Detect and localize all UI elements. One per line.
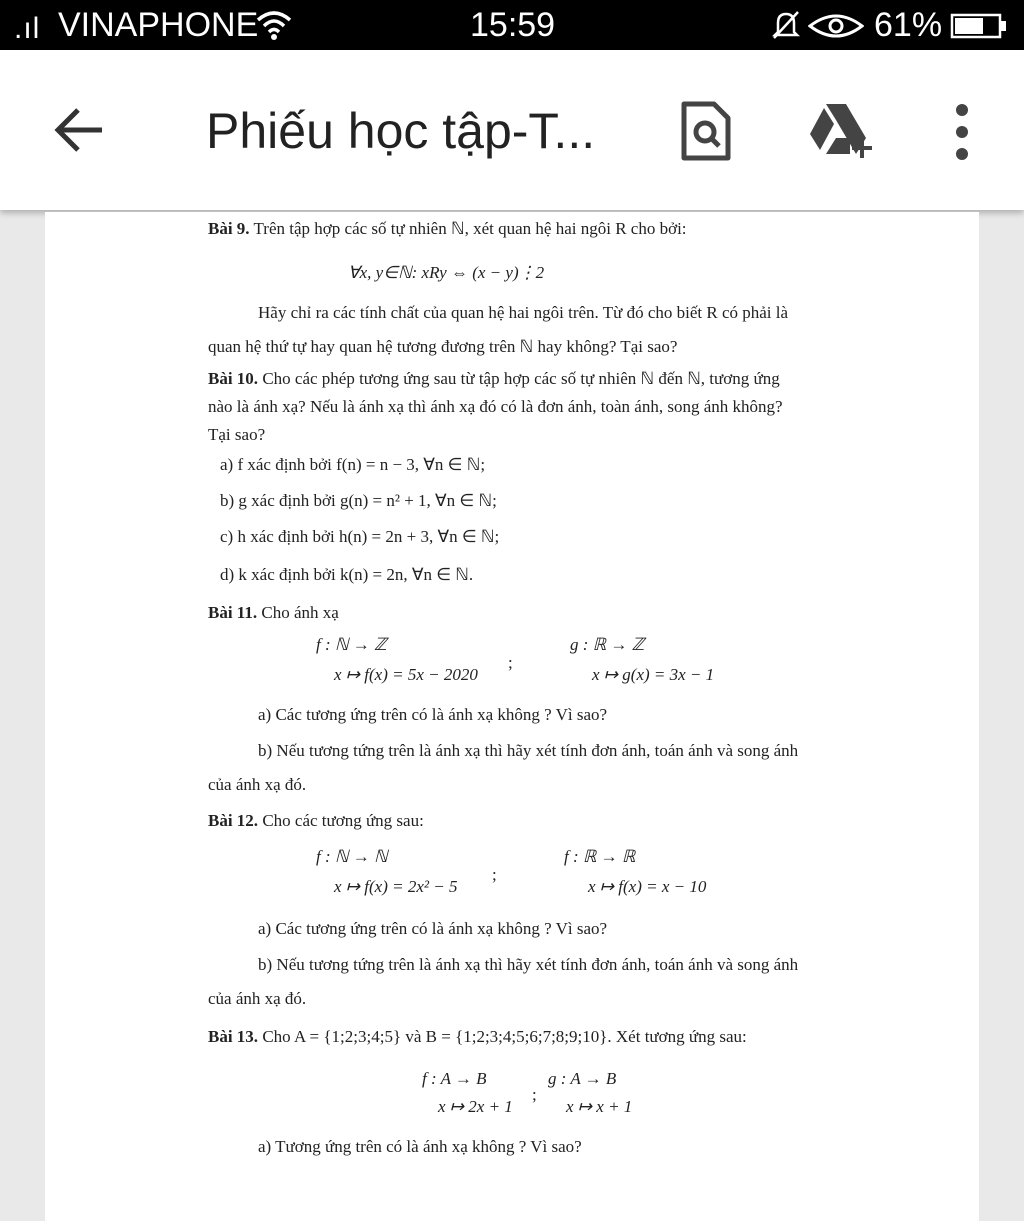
bai10-item-c: c) h xác định bởi h(n) = 2n + 3, ∀n ∈ ℕ; xyxy=(220,527,500,546)
bai10-text-1: Cho các phép tương ứng sau từ tập hợp các số tự nhiên ℕ đến ℕ, tương ứng xyxy=(262,369,780,388)
add-to-drive-icon[interactable] xyxy=(806,102,876,160)
bai9-question-2: quan hệ thứ tự hay quan hệ tương đương trên ℕ hay không? Tại sao? xyxy=(208,337,678,356)
bai11-question-b-2: của ánh xạ đó. xyxy=(208,775,307,794)
bai11-label: Bài 11. xyxy=(208,603,258,622)
bai13-g-domain: g : A → B xyxy=(548,1069,617,1088)
bai13-question-a: a) Tương ứng trên có là ánh xạ không ? Vì sao? xyxy=(258,1137,582,1156)
bai13-f-domain: f : A → B xyxy=(422,1069,487,1088)
clock: 15:59 xyxy=(470,6,556,44)
bai11-intro: Cho ánh xạ xyxy=(261,603,339,622)
bai9-question-1: Hãy chỉ ra các tính chất của quan hệ hai ngôi trên. Từ đó cho biết R có phải là xyxy=(258,303,789,322)
bai12-separator: ; xyxy=(492,865,497,884)
app-bar xyxy=(0,50,1024,210)
bai13-g-rule: x ↦ x + 1 xyxy=(566,1097,633,1116)
carrier-name: VINAPHONE xyxy=(58,6,259,44)
bai11-question-b-1: b) Nếu tương tứng trên là ánh xạ thì hãy xét tính đơn ánh, toán ánh và song ánh xyxy=(258,741,799,760)
more-options-icon[interactable] xyxy=(948,102,976,162)
bai11-g-rule: x ↦ g(x) = 3x − 1 xyxy=(592,665,715,684)
signal-icon: .ıl xyxy=(14,12,41,45)
bai12-g-rule: x ↦ f(x) = x − 10 xyxy=(588,877,707,896)
battery-percent: 61% xyxy=(874,6,943,44)
wifi-icon xyxy=(256,8,292,42)
bai12-f-domain: f : ℕ → ℕ xyxy=(316,847,388,866)
document-title: Phiếu học tập-T... xyxy=(206,103,596,159)
bai11-g-domain: g : ℝ → ℤ xyxy=(570,635,645,654)
bai12-intro: Cho các tương ứng sau: xyxy=(262,811,424,830)
bai11-separator: ; xyxy=(508,653,513,672)
bai12-question-a: a) Các tương ứng trên có là ánh xạ không ? Vì sao? xyxy=(258,919,608,938)
eye-icon xyxy=(808,12,864,40)
battery-icon xyxy=(950,13,1008,39)
bai10-item-d: d) k xác định bởi k(n) = 2n, ∀n ∈ ℕ. xyxy=(220,565,474,584)
bai10-line-3: Tại sao? xyxy=(208,425,266,444)
bai13-f-rule: x ↦ 2x + 1 xyxy=(438,1097,513,1116)
bai9-formula: ∀x, y∈ℕ: xRy ⇔ (x − y)⋮2 xyxy=(348,263,545,282)
bai13-separator: ; xyxy=(532,1085,537,1104)
bai9-label: Bài 9. xyxy=(208,219,250,238)
bai11-intro-line xyxy=(208,602,339,625)
bai11-question-a: a) Các tương ứng trên có là ánh xạ không ? Vì sao? xyxy=(258,705,608,724)
bai12-g-domain: f : ℝ → ℝ xyxy=(564,847,636,866)
bai10-line-1 xyxy=(208,368,780,391)
bai12-f-rule: x ↦ f(x) = 2x² − 5 xyxy=(334,877,458,896)
bai9-intro: Trên tập hợp các số tự nhiên ℕ, xét quan hệ hai ngôi R cho bởi: xyxy=(253,219,687,238)
bai9-intro-line xyxy=(208,218,687,241)
find-in-page-icon[interactable] xyxy=(680,100,732,162)
bai10-line-2: nào là ánh xạ? Nếu là ánh xạ thì ánh xạ đó có là đơn ánh, toàn ánh, song ánh không? xyxy=(208,397,783,416)
bai10-item-b: b) g xác định bởi g(n) = n² + 1, ∀n ∈ ℕ; xyxy=(220,491,497,510)
bai13-intro-line xyxy=(208,1026,747,1049)
status-bar xyxy=(0,0,1024,50)
bai13-label: Bài 13. xyxy=(208,1027,259,1046)
bai12-question-b-2: của ánh xạ đó. xyxy=(208,989,307,1008)
bell-muted-icon xyxy=(770,10,802,40)
bai13-intro: Cho A = {1;2;3;4;5} và B = {1;2;3;4;5;6;7;8;9;10}. Xét tương ứng sau: xyxy=(262,1027,747,1046)
bai11-f-domain: f : ℕ → ℤ xyxy=(316,635,387,654)
bai12-label: Bài 12. xyxy=(208,811,259,830)
bai10-item-a: a) f xác định bởi f(n) = n − 3, ∀n ∈ ℕ; xyxy=(220,455,486,474)
bai12-question-b-1: b) Nếu tương tứng trên là ánh xạ thì hãy xét tính đơn ánh, toán ánh và song ánh xyxy=(258,955,799,974)
back-arrow-icon[interactable] xyxy=(54,104,106,156)
bai12-intro-line xyxy=(208,810,424,833)
bai10-label: Bài 10. xyxy=(208,369,259,388)
bai11-f-rule: x ↦ f(x) = 5x − 2020 xyxy=(334,665,478,684)
